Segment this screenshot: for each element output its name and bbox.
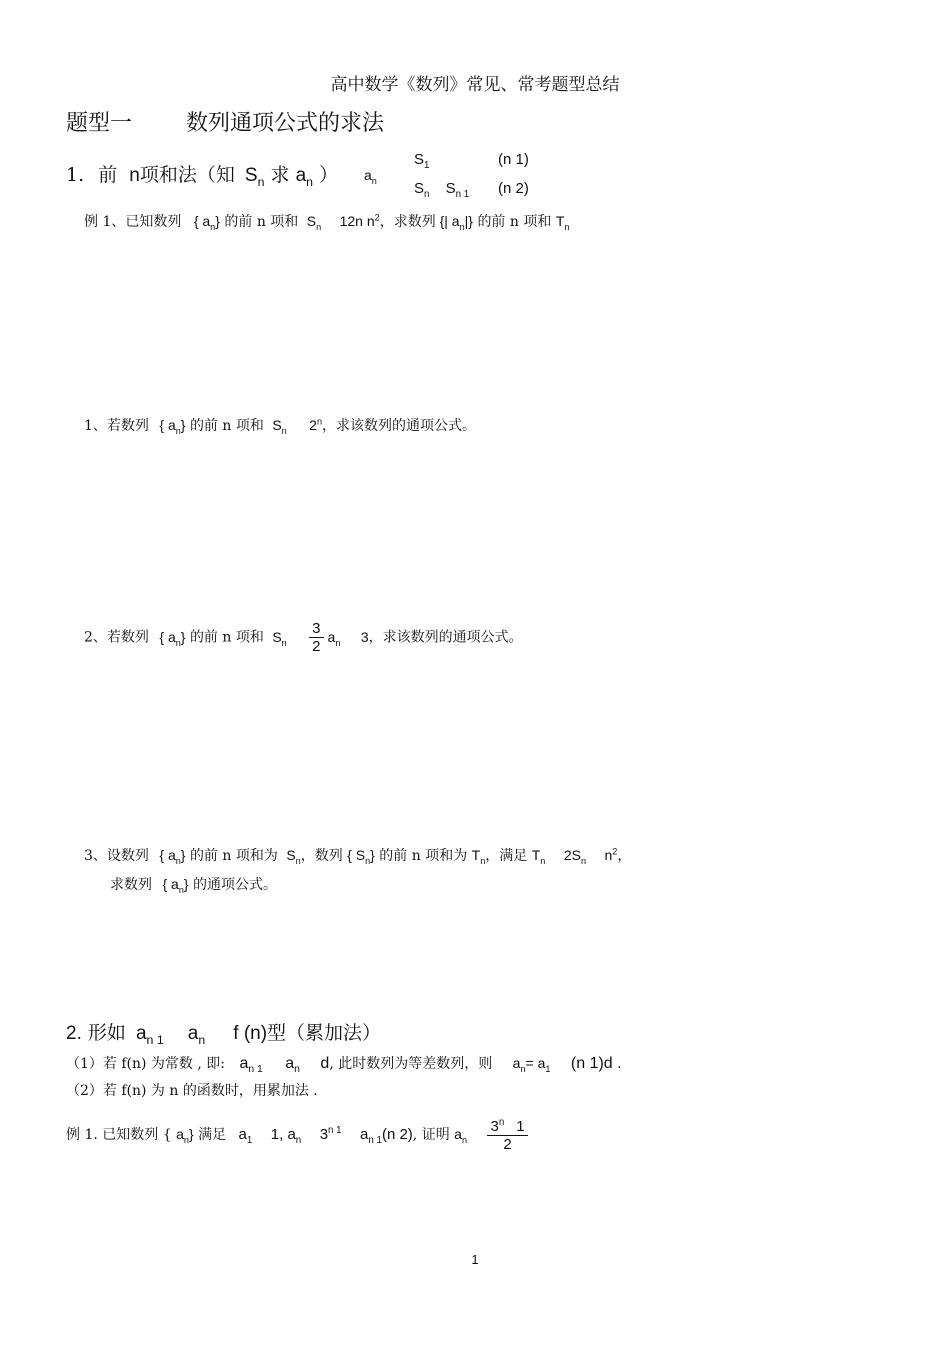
- method1-label-b: 项和法（知: [139, 164, 235, 186]
- question-3: 3、设数列 { $a_n$} 的前 n 项和为 $S_n$，数列 { $S_n$} 的前 n 项和为 $T_n$，满足 $T_n$ $2S_n$ $n^2$，: [84, 846, 632, 866]
- example1: 例 1、已知数列 { $a_n$} 的前 n 项和 $S_n$ 12n $n^2$，求数列 {| $a_n|$} 的前 n 项和 $T_n$: [84, 212, 570, 232]
- method1-heading: [66, 160, 338, 189]
- piecewise-case2: $S_n$ $S_{n 1}$: [414, 180, 470, 200]
- question-1: 1、若数列 { $a_n$} 的前 n 项和 $S_n$ 2$^n$，求该数列的通项公式。: [84, 416, 477, 436]
- method1-label-a: 前: [98, 164, 118, 186]
- question-3-line2: 求数列 { $a_n$} 的通项公式。: [110, 876, 278, 895]
- question-2: 2、若数列 { $a_n$} 的前 n 项和 $S_n$ $\frac{3}{2}$ $a_n$ 3，求该数列的通项公式。: [84, 620, 523, 655]
- piecewise-case2-cond: (n 2): [498, 180, 529, 197]
- method1-number: 1.: [66, 164, 85, 186]
- case-function: （2）若 f(n) 为 n 的函数时，用累加法 .: [66, 1083, 318, 1099]
- example2: 例 1. 已知数列 { $a_n$} 满足 $a_1$ 1, $a_n$ $3^{n 1}$ $a_{n 1}(n$ 2), 证明 $a_n$ $\frac{3^n 1}{2}$: [66, 1117, 532, 1153]
- method2-heading: 2. 形如 $a_{n 1}$ $a_n$ f (n)型（累加法）: [66, 1022, 382, 1047]
- page-title: 高中数学《数列》常见、常考题型总结: [330, 75, 620, 95]
- section-heading: [66, 106, 384, 137]
- piecewise-case1-cond: (n 1): [498, 151, 529, 168]
- page-number: 1: [471, 1252, 479, 1267]
- method1-a: $a_n$: [295, 165, 314, 189]
- piecewise-case1: $S_1$: [414, 151, 430, 171]
- method1-qiu: 求: [270, 164, 290, 186]
- section-title: 数列通项公式的求法: [186, 111, 385, 136]
- piecewise-lhs: $a_n$: [364, 167, 377, 186]
- fraction-3-2: $\frac{3}{2}$: [309, 620, 323, 655]
- case-constant: （1）若 f(n) 为常数 , 即: $a_{n 1}$ $a_n$ d, 此时数列为等差数列，则 $a_n= a_1$ (n 1)d .: [66, 1055, 622, 1076]
- method1-label-n: n: [129, 165, 140, 186]
- method1-close: ）: [319, 164, 339, 186]
- fraction-3n-1-over-2: $\frac{3^n 1}{2}$: [487, 1117, 527, 1153]
- method1-S: $S_n$: [244, 165, 265, 189]
- section-label: 题型一: [66, 111, 133, 136]
